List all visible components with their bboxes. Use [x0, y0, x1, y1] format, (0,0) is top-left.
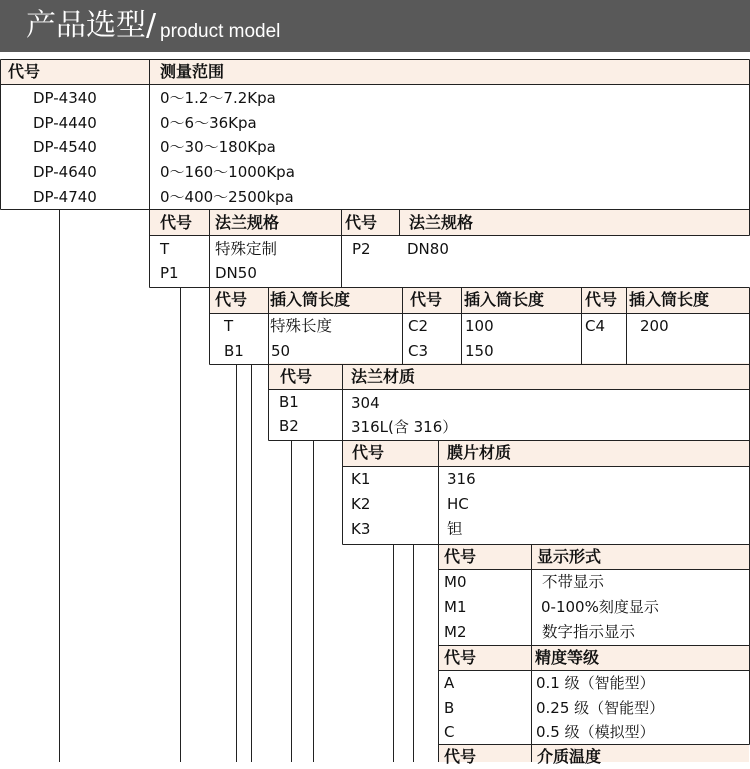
banner-title-cn: 产品选型/ — [26, 8, 157, 43]
s1-row5-range: 0～400～2500kpa — [160, 188, 294, 206]
s6-row3-display: 数字指示显示 — [542, 623, 636, 641]
s6-row2-display: 0-100%刻度显示 — [541, 598, 659, 616]
s4-row1-material: 304 — [351, 394, 380, 412]
s4-header-code: 代号 — [280, 367, 313, 386]
s6-header-display: 显示形式 — [537, 547, 602, 566]
s1-row2-code: DP-4440 — [33, 114, 97, 132]
s3-header-length-1: 插入筒长度 — [270, 290, 351, 309]
s1-row3-range: 0～30～180Kpa — [160, 138, 276, 156]
s1-row1-range: 0～1.2～7.2Kpa — [160, 89, 276, 107]
s7-row2-accuracy: 0.25 级（智能型） — [536, 699, 665, 717]
s3-r2-code-1: B1 — [224, 342, 244, 360]
s3-r1-code-2: C2 — [408, 317, 429, 335]
s3-r1-length-2: 100 — [465, 317, 494, 335]
s2-r2-spec-1: DN50 — [215, 264, 257, 282]
s6-row1-code: M0 — [444, 573, 467, 591]
s7-header-code: 代号 — [444, 648, 477, 667]
s3-r1-code-1: T — [224, 317, 234, 335]
s2-r1-spec-2: DN80 — [407, 240, 449, 258]
s1-row5-code: DP-4740 — [33, 188, 97, 206]
s3-r2-length-1: 50 — [271, 342, 291, 360]
s2-header-spec-2: 法兰规格 — [409, 213, 474, 232]
s1-row4-code: DP-4640 — [33, 163, 97, 181]
s7-header-accuracy: 精度等级 — [535, 648, 600, 667]
s7-row3-accuracy: 0.5 级（模拟型） — [536, 723, 655, 741]
s5-row3-code: K3 — [351, 520, 371, 538]
s7-row2-code: B — [444, 699, 455, 717]
s2-header-spec-1: 法兰规格 — [215, 213, 280, 232]
s5-row3-material: 钽 — [447, 520, 463, 538]
s4-row2-code: B2 — [279, 417, 299, 435]
s3-header-length-3: 插入筒长度 — [629, 290, 710, 309]
s4-row1-code: B1 — [279, 393, 299, 411]
s6-row2-code: M1 — [444, 598, 467, 616]
s2-r2-code-1: P1 — [160, 264, 179, 282]
s3-header-code-2: 代号 — [410, 290, 443, 309]
s5-row2-material: HC — [447, 495, 469, 513]
s7-row3-code: C — [444, 723, 455, 741]
s6-row1-display: 不带显示 — [542, 573, 605, 591]
s6-header-code: 代号 — [444, 547, 477, 566]
s3-r1-length-1: 特殊长度 — [270, 317, 333, 335]
s7-row1-accuracy: 0.1 级（智能型） — [536, 674, 655, 692]
s1-row3-code: DP-4540 — [33, 138, 97, 156]
s8-header-code: 代号 — [444, 747, 477, 766]
s3-header-code-1: 代号 — [215, 290, 248, 309]
s5-row1-code: K1 — [351, 470, 371, 488]
s1-row1-code: DP-4340 — [33, 89, 97, 107]
s3-r1-code-3: C4 — [585, 317, 606, 335]
s1-row4-range: 0～160～1000Kpa — [160, 163, 295, 181]
s1-header-code: 代号 — [8, 62, 41, 81]
s5-row2-code: K2 — [351, 495, 371, 513]
s3-header-length-2: 插入筒长度 — [464, 290, 545, 309]
s2-r1-spec-1: 特殊定制 — [215, 240, 278, 258]
s4-header-material: 法兰材质 — [351, 367, 416, 386]
s5-row1-material: 316 — [447, 470, 476, 488]
s3-r2-code-2: C3 — [408, 342, 429, 360]
s2-header-code-1: 代号 — [160, 213, 193, 232]
s7-row1-code: A — [444, 674, 455, 692]
s8-header-temperature: 介质温度 — [537, 747, 602, 766]
s2-header-code-2: 代号 — [345, 213, 378, 232]
s6-row3-code: M2 — [444, 623, 467, 641]
s1-row2-range: 0～6～36Kpa — [160, 114, 257, 132]
s5-header-material: 膜片材质 — [447, 443, 512, 462]
s3-header-code-3: 代号 — [585, 290, 618, 309]
s5-header-code: 代号 — [352, 443, 385, 462]
s3-r1-length-3: 200 — [640, 317, 669, 335]
s2-r1-code-1: T — [160, 240, 170, 258]
banner-title-en: product model — [160, 21, 281, 42]
s1-header-range: 测量范围 — [160, 62, 225, 81]
s4-row2-material: 316L(含 316） — [351, 418, 458, 436]
s3-r2-length-2: 150 — [465, 342, 494, 360]
s2-r1-code-2: P2 — [352, 240, 371, 258]
